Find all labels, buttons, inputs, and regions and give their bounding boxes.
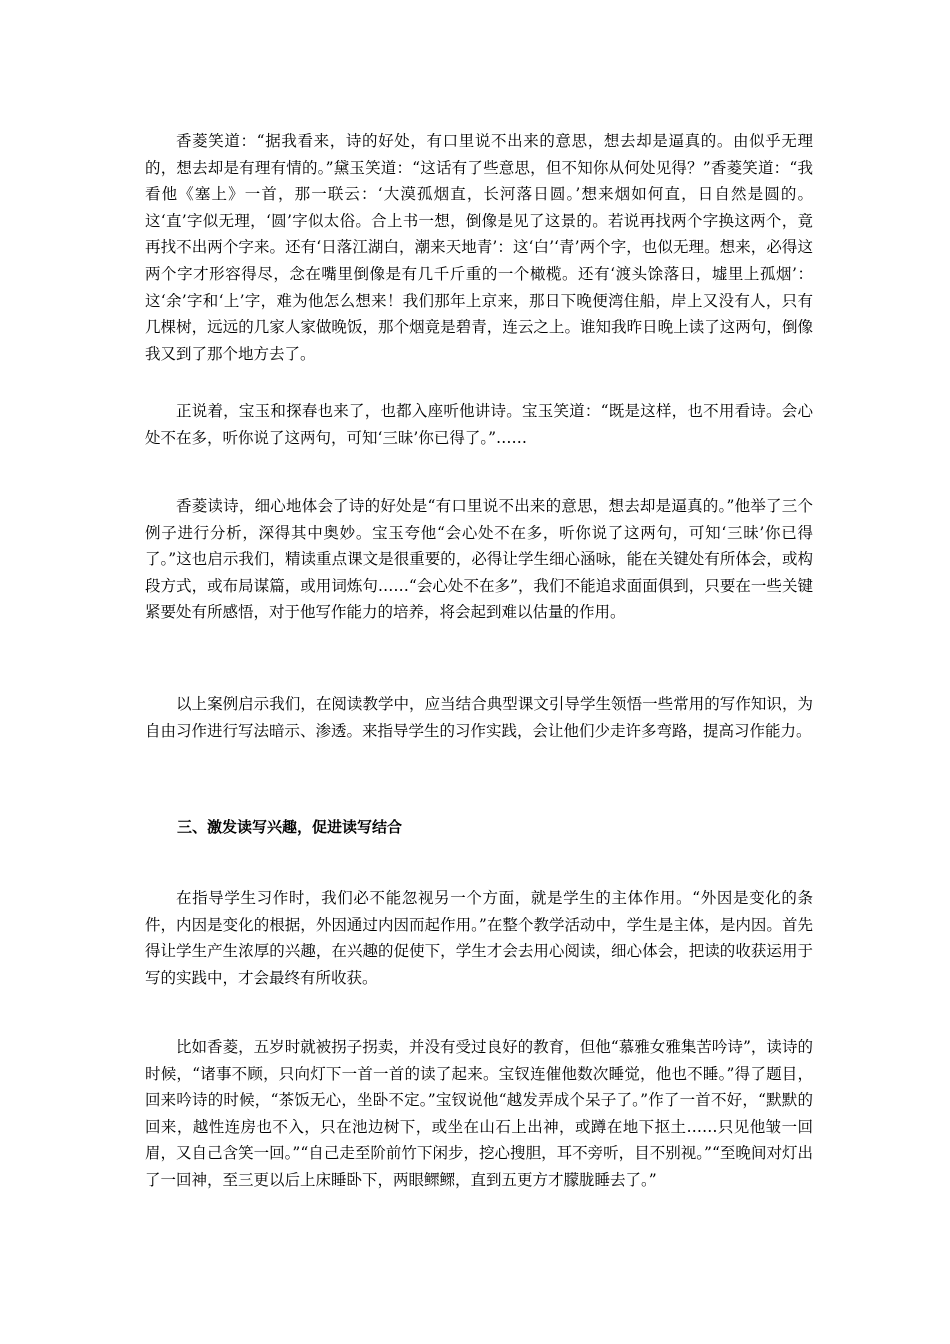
paragraph-analysis: 香菱读诗，细心地体会了诗的好处是“有口里说不出来的意思，想去却是逼真的。”他举了三个例子进行分析，深得其中奥妙。宝玉夸他“会心处不在多，听你说了这两句，可知‘三昧’你已得了。”这也启示我们，精读重点课文是很重要的，必得让学生细心涵咏，能在关键处有所体会，或构段方式，或布局谋篇，或用词炼句……“会心处不在多”，我们不能追求面面俱到，只要在一些关键紧要处有所感悟，对于他写作能力的培养，将会起到难以估量的作用。 (145, 497, 813, 622)
paragraph-baoyu-remark: 正说着，宝玉和探春也来了，也都入座听他讲诗。宝玉笑道：“既是这样，也不用看诗。会心处不在多，听你说了这两句，可知‘三昧’你已得了。”…… (145, 402, 813, 447)
paragraph-student-subject: 在指导学生习作时，我们必不能忽视另一个方面，就是学生的主体作用。“外因是变化的条件，内因是变化的根据，外因通过内因而起作用。”在整个教学活动中，学生是主体，是内因。首先得让学生产生浓厚的兴趣，在兴趣的促使下，学生才会去用心阅读，细心体会，把读的收获运用于写的实践中，才会最终有所收获。 (145, 889, 813, 987)
section-heading: 三、激发读写兴趣，促进读写结合 (177, 818, 403, 836)
paragraph-conclusion: 以上案例启示我们，在阅读教学中，应当结合典型课文引导学生领悟一些常用的写作知识，为自由习作进行写法暗示、渗透。来指导学生的习作实践，会让他们少走许多弯路，提高习作能力。 (145, 695, 813, 740)
paragraph-xiangling-example: 比如香菱，五岁时就被拐子拐卖，并没有受过良好的教育，但他“慕雅女雅集苦吟诗”，读诗的时候，“诸事不顾，只向灯下一首一首的读了起来。宝钗连催他数次睡觉，他也不睡。”得了题目，回来吟诗的时候，“茶饭无心，坐卧不定。”宝钗说他“越发弄成个呆子了。”作了一首不好，“默默的回来，越性连房也不入，只在池边树下，或坐在山石上出神，或蹲在地下抠土……只见他皱一回眉，又自己含笑一回。”“自己走至阶前竹下闲步，挖心搜胆，耳不旁听，目不别视。”“至晚间对灯出了一回神，至三更以后上床睡卧下，两眼鳏鳏，直到五更方才朦胧睡去了。” (145, 1038, 813, 1189)
paragraph-xiangling-dialogue: 香菱笑道：“据我看来，诗的好处，有口里说不出来的意思，想去却是逼真的。由似乎无理的，想去却是有理有情的。”黛玉笑道：“这话有了些意思，但不知你从何处见得？”香菱笑道：“我看他《塞上》一首，那一联云：‘大漠孤烟直，长河落日圆。’想来烟如何直，日自然是圆的。这‘直’字似无理，‘圆’字似太俗。合上书一想，倒像是见了这景的。若说再找两个字换这两个，竟再找不出两个字来。还有‘日落江湖白，潮来天地青’：这‘白’‘青’两个字，也似无理。想来，必得这两个字才形容得尽，念在嘴里倒像是有几千斤重的一个橄榄。还有‘渡头馀落日，墟里上孤烟’：这‘余’字和‘上’字，难为他怎么想来！我们那年上京来，那日下晚便湾住船，岸上又没有人，只有几棵树，远远的几家人家做晚饭，那个烟竟是碧青，连云之上。谁知我昨日晚上读了这两句，倒像我又到了那个地方去了。 (145, 132, 813, 363)
